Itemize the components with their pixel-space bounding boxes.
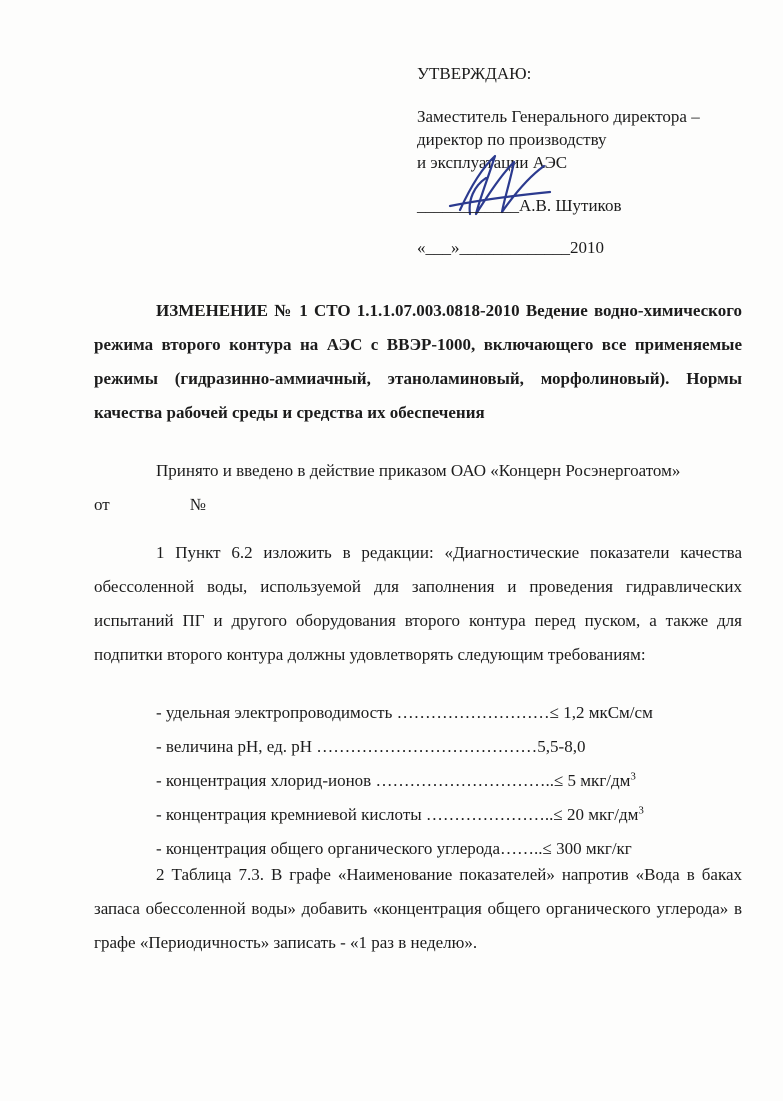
date-month-blank: _____________ xyxy=(459,238,570,257)
item-2 xyxy=(94,858,742,960)
approval-position-line-3: и эксплуатации АЭС xyxy=(417,153,568,172)
item-1-text: 1 Пункт 6.2 изложить в редакции: «Диагностические показатели качества обессоленной воды, используемой для заполнения и проведения гидравлических испытаний ПГ и другого оборудования второго контура перед пуском, а также для подпитки второго контура должны удовлетворять следующим требованиям: xyxy=(94,543,742,664)
approval-date-line xyxy=(417,236,604,259)
requirement-item xyxy=(156,730,756,764)
requirement-value: ≤ 5 мкг/дм xyxy=(553,771,631,790)
approval-position-line-2: директор по производству xyxy=(417,130,607,149)
requirement-name: - концентрация общего органического углерода…….. xyxy=(156,839,543,858)
requirement-value: ≤ 20 мкг/дм xyxy=(553,805,639,824)
date-close-quote: » xyxy=(451,238,460,257)
requirement-name: - концентрация кремниевой кислоты ………………….. xyxy=(156,805,554,824)
requirement-name: - концентрация хлорид-ионов ………………………….. xyxy=(156,771,554,790)
requirement-value: ≤ 300 мкг/кг xyxy=(542,839,632,858)
approval-heading: УТВЕРЖДАЮ: xyxy=(417,64,532,83)
requirement-item xyxy=(156,696,756,730)
item-1 xyxy=(94,536,742,672)
signer-name: А.В. Шутиков xyxy=(519,196,622,215)
requirement-value: 5,5-8,0 xyxy=(537,737,586,756)
item-2-text: 2 Таблица 7.3. В графе «Наименование показателей» напротив «Вода в баках запаса обессоленной воды» добавить «концентрация общего органического углерода» в графе «Периодичность» записать - «1 раз в неделю». xyxy=(94,865,742,952)
date-open-quote: « xyxy=(417,238,426,257)
acceptance-from-line xyxy=(94,488,742,522)
signature-blank: ____________ xyxy=(417,196,519,215)
requirement-unit-superscript: 3 xyxy=(630,770,636,783)
requirements-list xyxy=(156,696,756,866)
requirement-name: - величина pH, ед. pH ………………………………… xyxy=(156,737,538,756)
acceptance-text: Принято и введено в действие приказом ОАО «Концерн Росэнергоатом» xyxy=(156,461,681,480)
requirement-item xyxy=(156,798,756,832)
approval-position-line-1: Заместитель Генерального директора – xyxy=(417,107,700,126)
requirement-value: ≤ 1,2 мкСм/см xyxy=(549,703,653,722)
document-title: ИЗМЕНЕНИЕ № 1 СТО 1.1.1.07.003.0818-2010 Ведение водно-химического режима второго контура на АЭС с ВВЭР-1000, включающего все применяемые режимы (гидразинно-аммиачный, этаноламиновый, морфолиновый). Нормы качества рабочей среды и средства их обеспечения xyxy=(94,301,742,422)
signature-line xyxy=(417,194,717,217)
date-year: 2010 xyxy=(570,238,604,257)
date-day-blank: ___ xyxy=(425,238,451,257)
requirement-name: - удельная электропроводимость ……………………… xyxy=(156,703,550,722)
requirement-unit-superscript: 3 xyxy=(638,804,644,817)
requirement-item xyxy=(156,764,756,798)
acceptance-statement xyxy=(94,454,742,522)
number-label: № xyxy=(189,495,206,514)
from-label: от xyxy=(94,495,110,514)
